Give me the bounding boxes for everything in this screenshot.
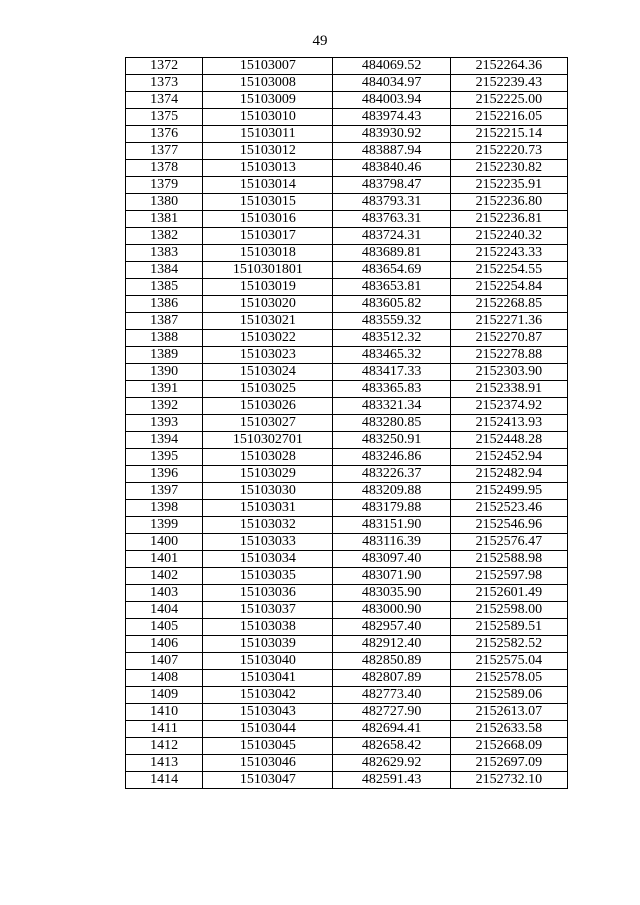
y-coordinate-cell: 2152452.94 xyxy=(450,449,567,466)
row-number-cell: 1382 xyxy=(126,228,203,245)
x-coordinate-cell: 483280.85 xyxy=(333,415,450,432)
y-coordinate-cell: 2152278.88 xyxy=(450,347,567,364)
y-coordinate-cell: 2152303.90 xyxy=(450,364,567,381)
table-row xyxy=(126,228,568,245)
x-coordinate-cell: 482850.89 xyxy=(333,653,450,670)
table-row xyxy=(126,500,568,517)
table-row xyxy=(126,602,568,619)
x-coordinate-cell: 482727.90 xyxy=(333,704,450,721)
y-coordinate-cell: 2152668.09 xyxy=(450,738,567,755)
table-row xyxy=(126,704,568,721)
y-coordinate-cell: 2152613.07 xyxy=(450,704,567,721)
x-coordinate-cell: 482773.40 xyxy=(333,687,450,704)
y-coordinate-cell: 2152236.80 xyxy=(450,194,567,211)
y-coordinate-cell: 2152598.00 xyxy=(450,602,567,619)
y-coordinate-cell: 2152264.36 xyxy=(450,58,567,75)
point-id-cell: 15103029 xyxy=(203,466,333,483)
point-id-cell: 15103043 xyxy=(203,704,333,721)
row-number-cell: 1390 xyxy=(126,364,203,381)
table-row xyxy=(126,75,568,92)
point-id-cell: 15103011 xyxy=(203,126,333,143)
point-id-cell: 15103007 xyxy=(203,58,333,75)
y-coordinate-cell: 2152338.91 xyxy=(450,381,567,398)
point-id-cell: 15103039 xyxy=(203,636,333,653)
point-id-cell: 15103027 xyxy=(203,415,333,432)
coordinates-table xyxy=(125,57,568,789)
table-row xyxy=(126,160,568,177)
table-row xyxy=(126,636,568,653)
row-number-cell: 1404 xyxy=(126,602,203,619)
y-coordinate-cell: 2152578.05 xyxy=(450,670,567,687)
page-number: 49 xyxy=(312,33,328,49)
x-coordinate-cell: 483840.46 xyxy=(333,160,450,177)
point-id-cell: 15103034 xyxy=(203,551,333,568)
row-number-cell: 1407 xyxy=(126,653,203,670)
row-number-cell: 1400 xyxy=(126,534,203,551)
row-number-cell: 1398 xyxy=(126,500,203,517)
x-coordinate-cell: 483724.31 xyxy=(333,228,450,245)
row-number-cell: 1405 xyxy=(126,619,203,636)
y-coordinate-cell: 2152215.14 xyxy=(450,126,567,143)
table-row xyxy=(126,432,568,449)
x-coordinate-cell: 483209.88 xyxy=(333,483,450,500)
point-id-cell: 15103033 xyxy=(203,534,333,551)
y-coordinate-cell: 2152589.51 xyxy=(450,619,567,636)
point-id-cell: 15103019 xyxy=(203,279,333,296)
y-coordinate-cell: 2152697.09 xyxy=(450,755,567,772)
y-coordinate-cell: 2152216.05 xyxy=(450,109,567,126)
point-id-cell: 15103022 xyxy=(203,330,333,347)
x-coordinate-cell: 482957.40 xyxy=(333,619,450,636)
row-number-cell: 1394 xyxy=(126,432,203,449)
table-row xyxy=(126,194,568,211)
point-id-cell: 1510301801 xyxy=(203,262,333,279)
point-id-cell: 15103009 xyxy=(203,92,333,109)
point-id-cell: 15103012 xyxy=(203,143,333,160)
point-id-cell: 15103010 xyxy=(203,109,333,126)
y-coordinate-cell: 2152374.92 xyxy=(450,398,567,415)
x-coordinate-cell: 483605.82 xyxy=(333,296,450,313)
row-number-cell: 1375 xyxy=(126,109,203,126)
table-row xyxy=(126,381,568,398)
table-row xyxy=(126,755,568,772)
point-id-cell: 15103030 xyxy=(203,483,333,500)
row-number-cell: 1393 xyxy=(126,415,203,432)
x-coordinate-cell: 483000.90 xyxy=(333,602,450,619)
row-number-cell: 1389 xyxy=(126,347,203,364)
point-id-cell: 15103023 xyxy=(203,347,333,364)
table-row xyxy=(126,126,568,143)
x-coordinate-cell: 483417.33 xyxy=(333,364,450,381)
point-id-cell: 15103032 xyxy=(203,517,333,534)
y-coordinate-cell: 2152268.85 xyxy=(450,296,567,313)
y-coordinate-cell: 2152239.43 xyxy=(450,75,567,92)
table-row xyxy=(126,738,568,755)
table-row xyxy=(126,313,568,330)
x-coordinate-cell: 482807.89 xyxy=(333,670,450,687)
row-number-cell: 1383 xyxy=(126,245,203,262)
point-id-cell: 15103026 xyxy=(203,398,333,415)
row-number-cell: 1412 xyxy=(126,738,203,755)
x-coordinate-cell: 483179.88 xyxy=(333,500,450,517)
point-id-cell: 15103016 xyxy=(203,211,333,228)
table-row xyxy=(126,109,568,126)
point-id-cell: 15103045 xyxy=(203,738,333,755)
row-number-cell: 1408 xyxy=(126,670,203,687)
y-coordinate-cell: 2152597.98 xyxy=(450,568,567,585)
point-id-cell: 15103036 xyxy=(203,585,333,602)
table-row xyxy=(126,568,568,585)
row-number-cell: 1403 xyxy=(126,585,203,602)
row-number-cell: 1395 xyxy=(126,449,203,466)
table-row xyxy=(126,279,568,296)
row-number-cell: 1397 xyxy=(126,483,203,500)
row-number-cell: 1402 xyxy=(126,568,203,585)
point-id-cell: 15103017 xyxy=(203,228,333,245)
x-coordinate-cell: 483250.91 xyxy=(333,432,450,449)
row-number-cell: 1377 xyxy=(126,143,203,160)
x-coordinate-cell: 483798.47 xyxy=(333,177,450,194)
x-coordinate-cell: 483512.32 xyxy=(333,330,450,347)
y-coordinate-cell: 2152589.06 xyxy=(450,687,567,704)
point-id-cell: 15103031 xyxy=(203,500,333,517)
point-id-cell: 15103046 xyxy=(203,755,333,772)
y-coordinate-cell: 2152523.46 xyxy=(450,500,567,517)
row-number-cell: 1409 xyxy=(126,687,203,704)
x-coordinate-cell: 483689.81 xyxy=(333,245,450,262)
x-coordinate-cell: 483763.31 xyxy=(333,211,450,228)
table-row xyxy=(126,449,568,466)
point-id-cell: 15103008 xyxy=(203,75,333,92)
row-number-cell: 1391 xyxy=(126,381,203,398)
table-row xyxy=(126,296,568,313)
x-coordinate-cell: 483097.40 xyxy=(333,551,450,568)
x-coordinate-cell: 483116.39 xyxy=(333,534,450,551)
y-coordinate-cell: 2152575.04 xyxy=(450,653,567,670)
y-coordinate-cell: 2152413.93 xyxy=(450,415,567,432)
x-coordinate-cell: 483151.90 xyxy=(333,517,450,534)
x-coordinate-cell: 483974.43 xyxy=(333,109,450,126)
y-coordinate-cell: 2152271.36 xyxy=(450,313,567,330)
point-id-cell: 15103024 xyxy=(203,364,333,381)
point-id-cell: 15103038 xyxy=(203,619,333,636)
x-coordinate-cell: 483071.90 xyxy=(333,568,450,585)
table-row xyxy=(126,415,568,432)
point-id-cell: 15103042 xyxy=(203,687,333,704)
row-number-cell: 1378 xyxy=(126,160,203,177)
table-row xyxy=(126,721,568,738)
row-number-cell: 1384 xyxy=(126,262,203,279)
table-row xyxy=(126,398,568,415)
point-id-cell: 15103021 xyxy=(203,313,333,330)
table-row xyxy=(126,347,568,364)
point-id-cell: 15103015 xyxy=(203,194,333,211)
x-coordinate-cell: 483930.92 xyxy=(333,126,450,143)
y-coordinate-cell: 2152601.49 xyxy=(450,585,567,602)
y-coordinate-cell: 2152582.52 xyxy=(450,636,567,653)
x-coordinate-cell: 482591.43 xyxy=(333,772,450,789)
table-row xyxy=(126,143,568,160)
point-id-cell: 15103044 xyxy=(203,721,333,738)
row-number-cell: 1381 xyxy=(126,211,203,228)
table-body xyxy=(126,58,568,789)
point-id-cell: 15103013 xyxy=(203,160,333,177)
row-number-cell: 1396 xyxy=(126,466,203,483)
table-row xyxy=(126,653,568,670)
row-number-cell: 1411 xyxy=(126,721,203,738)
table-row xyxy=(126,466,568,483)
y-coordinate-cell: 2152230.82 xyxy=(450,160,567,177)
table-row xyxy=(126,534,568,551)
row-number-cell: 1392 xyxy=(126,398,203,415)
x-coordinate-cell: 483321.34 xyxy=(333,398,450,415)
row-number-cell: 1388 xyxy=(126,330,203,347)
y-coordinate-cell: 2152546.96 xyxy=(450,517,567,534)
row-number-cell: 1387 xyxy=(126,313,203,330)
point-id-cell: 15103047 xyxy=(203,772,333,789)
x-coordinate-cell: 483653.81 xyxy=(333,279,450,296)
y-coordinate-cell: 2152220.73 xyxy=(450,143,567,160)
point-id-cell: 15103037 xyxy=(203,602,333,619)
row-number-cell: 1376 xyxy=(126,126,203,143)
x-coordinate-cell: 482694.41 xyxy=(333,721,450,738)
x-coordinate-cell: 483226.37 xyxy=(333,466,450,483)
y-coordinate-cell: 2152270.87 xyxy=(450,330,567,347)
table-row xyxy=(126,619,568,636)
y-coordinate-cell: 2152236.81 xyxy=(450,211,567,228)
point-id-cell: 15103014 xyxy=(203,177,333,194)
x-coordinate-cell: 483365.83 xyxy=(333,381,450,398)
y-coordinate-cell: 2152254.84 xyxy=(450,279,567,296)
table-row xyxy=(126,58,568,75)
table-row xyxy=(126,177,568,194)
row-number-cell: 1374 xyxy=(126,92,203,109)
y-coordinate-cell: 2152633.58 xyxy=(450,721,567,738)
table-row xyxy=(126,670,568,687)
y-coordinate-cell: 2152482.94 xyxy=(450,466,567,483)
table-row xyxy=(126,92,568,109)
row-number-cell: 1385 xyxy=(126,279,203,296)
x-coordinate-cell: 483654.69 xyxy=(333,262,450,279)
point-id-cell: 1510302701 xyxy=(203,432,333,449)
y-coordinate-cell: 2152240.32 xyxy=(450,228,567,245)
row-number-cell: 1386 xyxy=(126,296,203,313)
table-row xyxy=(126,262,568,279)
y-coordinate-cell: 2152243.33 xyxy=(450,245,567,262)
row-number-cell: 1410 xyxy=(126,704,203,721)
table-row xyxy=(126,211,568,228)
point-id-cell: 15103018 xyxy=(203,245,333,262)
table-row xyxy=(126,364,568,381)
point-id-cell: 15103028 xyxy=(203,449,333,466)
row-number-cell: 1373 xyxy=(126,75,203,92)
x-coordinate-cell: 483465.32 xyxy=(333,347,450,364)
y-coordinate-cell: 2152225.00 xyxy=(450,92,567,109)
table-row xyxy=(126,551,568,568)
y-coordinate-cell: 2152254.55 xyxy=(450,262,567,279)
row-number-cell: 1380 xyxy=(126,194,203,211)
y-coordinate-cell: 2152448.28 xyxy=(450,432,567,449)
table-row xyxy=(126,517,568,534)
x-coordinate-cell: 483793.31 xyxy=(333,194,450,211)
x-coordinate-cell: 484034.97 xyxy=(333,75,450,92)
point-id-cell: 15103035 xyxy=(203,568,333,585)
row-number-cell: 1372 xyxy=(126,58,203,75)
x-coordinate-cell: 483246.86 xyxy=(333,449,450,466)
x-coordinate-cell: 482629.92 xyxy=(333,755,450,772)
x-coordinate-cell: 483035.90 xyxy=(333,585,450,602)
y-coordinate-cell: 2152235.91 xyxy=(450,177,567,194)
table-row xyxy=(126,483,568,500)
row-number-cell: 1379 xyxy=(126,177,203,194)
row-number-cell: 1399 xyxy=(126,517,203,534)
point-id-cell: 15103025 xyxy=(203,381,333,398)
row-number-cell: 1401 xyxy=(126,551,203,568)
table-row xyxy=(126,687,568,704)
row-number-cell: 1414 xyxy=(126,772,203,789)
row-number-cell: 1406 xyxy=(126,636,203,653)
y-coordinate-cell: 2152588.98 xyxy=(450,551,567,568)
point-id-cell: 15103020 xyxy=(203,296,333,313)
point-id-cell: 15103040 xyxy=(203,653,333,670)
table-row xyxy=(126,245,568,262)
row-number-cell: 1413 xyxy=(126,755,203,772)
table-row xyxy=(126,772,568,789)
x-coordinate-cell: 482912.40 xyxy=(333,636,450,653)
x-coordinate-cell: 483887.94 xyxy=(333,143,450,160)
y-coordinate-cell: 2152732.10 xyxy=(450,772,567,789)
point-id-cell: 15103041 xyxy=(203,670,333,687)
table-row xyxy=(126,330,568,347)
x-coordinate-cell: 484069.52 xyxy=(333,58,450,75)
x-coordinate-cell: 482658.42 xyxy=(333,738,450,755)
y-coordinate-cell: 2152576.47 xyxy=(450,534,567,551)
x-coordinate-cell: 484003.94 xyxy=(333,92,450,109)
y-coordinate-cell: 2152499.95 xyxy=(450,483,567,500)
x-coordinate-cell: 483559.32 xyxy=(333,313,450,330)
table-row xyxy=(126,585,568,602)
